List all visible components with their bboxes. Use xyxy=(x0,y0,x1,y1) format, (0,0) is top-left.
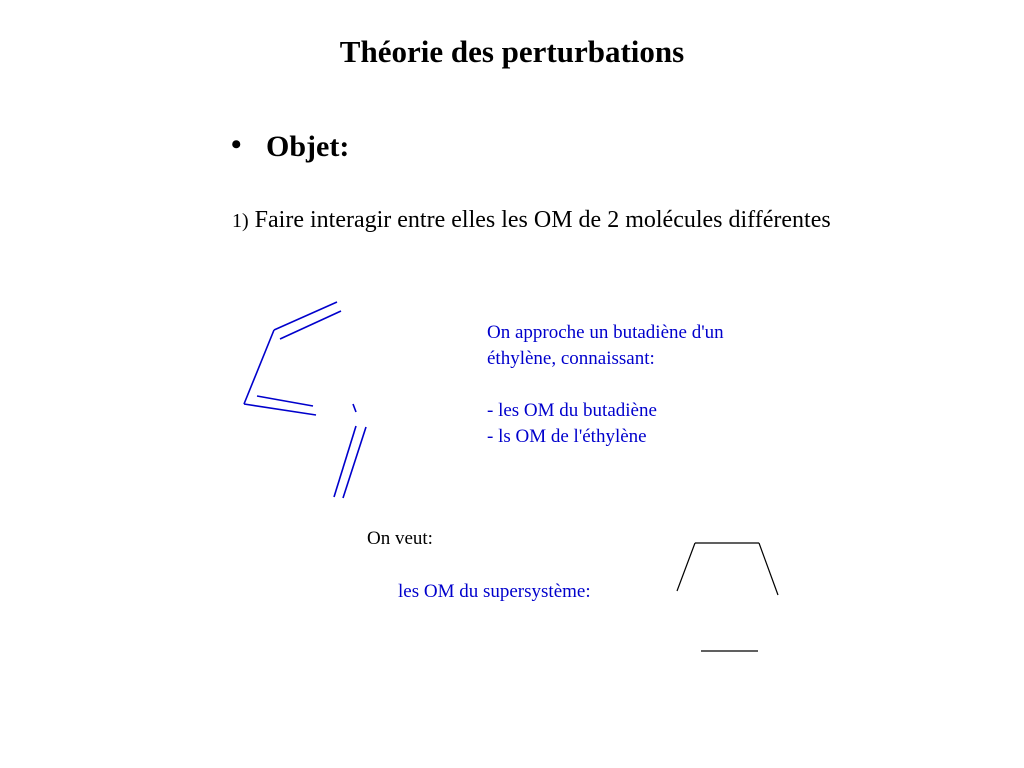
supersystem-molecule xyxy=(677,543,778,651)
approach-item-2: - ls OM de l'éthylène xyxy=(487,426,647,447)
butadiene-bond-3 xyxy=(244,404,316,415)
bullet-heading: Objet: xyxy=(266,130,350,163)
slide-title: Théorie des perturbations xyxy=(339,34,685,69)
butadiene-bond-1 xyxy=(274,302,337,330)
butadiene-bond-1-double xyxy=(280,311,341,339)
bullet-marker: • xyxy=(231,128,242,161)
ethylene-bond xyxy=(334,426,356,497)
goal-text: les OM du supersystème: xyxy=(398,581,591,602)
approach-spacer xyxy=(487,372,827,398)
butadiene-molecule xyxy=(244,302,341,415)
approach-item-1: - les OM du butadiène xyxy=(487,400,657,421)
goal-intro: On veut: xyxy=(367,528,433,549)
butadiene-bond-3-double xyxy=(257,396,313,406)
point-one-text: Faire interagir entre elles les OM de 2 molécules différentes xyxy=(254,207,831,233)
point-one-number: 1) xyxy=(232,210,249,232)
butadiene-bond-2 xyxy=(244,330,274,404)
ethylene-tick xyxy=(353,404,356,412)
ethylene-molecule xyxy=(334,404,366,498)
approach-description xyxy=(487,320,827,450)
supersystem-left-bond xyxy=(677,543,695,591)
approach-line-1: On approche un butadiène d'un xyxy=(487,322,724,343)
approach-line-2: éthylène, connaissant: xyxy=(487,348,655,369)
supersystem-right-bond xyxy=(759,543,778,595)
ethylene-bond-double xyxy=(343,427,366,498)
